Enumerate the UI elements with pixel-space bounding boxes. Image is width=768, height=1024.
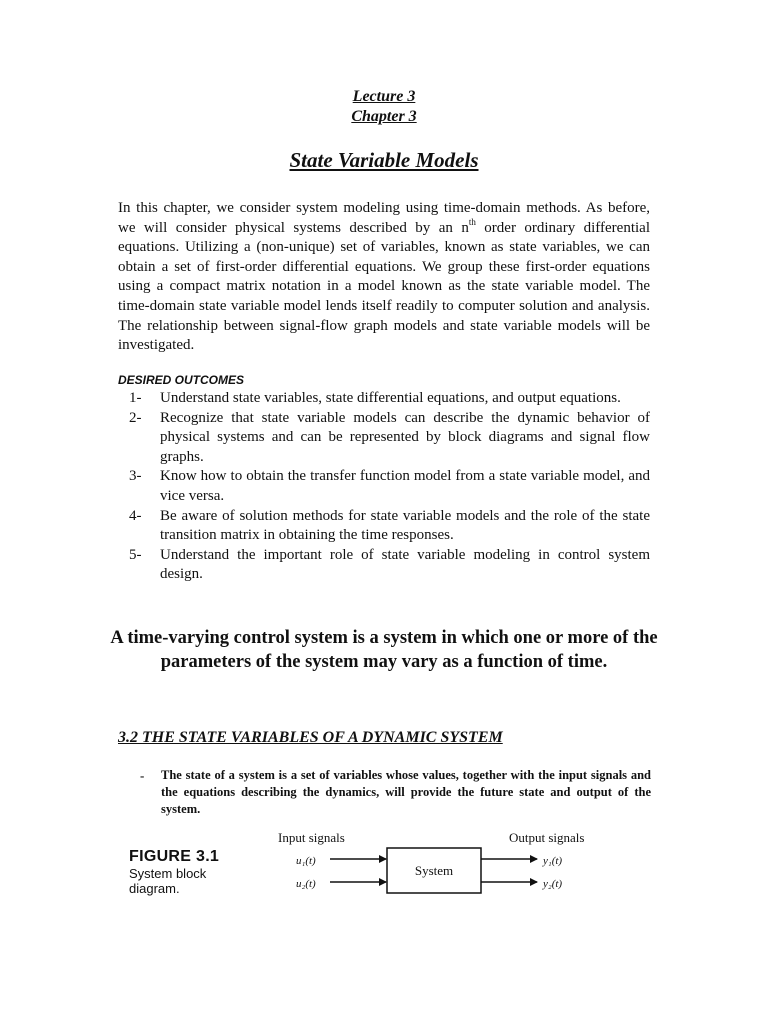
output-y1-label: y₁(t)	[543, 855, 563, 867]
output-y2-label: y₂(t)	[543, 878, 563, 890]
intro-superscript: th	[468, 216, 476, 227]
chapter-label: Chapter 3	[351, 108, 417, 125]
output-signals-label: Output signals	[509, 830, 585, 845]
list-item-number: 1-	[129, 390, 142, 406]
figure-caption-line1: System block	[129, 866, 207, 881]
input-u2-label: u₂(t)	[296, 878, 316, 890]
state-definition-text: The state of a system is a set of variables whose values, together with the input signals and the equations describing the dynamics, will provide the future state and output of the system.	[161, 768, 651, 816]
figure-caption-line2: diagram.	[129, 881, 180, 896]
system-block-label: System	[414, 863, 454, 878]
list-item-text: Understand the important role of state variable modeling in control system design.	[160, 546, 650, 583]
input-u1-label: u₁(t)	[296, 855, 316, 867]
figure-number: FIGURE 3.1	[129, 848, 220, 865]
intro-text-part1: In this chapter, we consider system modeling using time-domain methods. As before, we will consider physical systems described by an n	[118, 200, 650, 236]
list-item-text: Be aware of solution methods for state variable models and the role of the state transition matrix in obtaining the time responses.	[160, 507, 650, 544]
list-item-text: Recognize that state variable models can describe the dynamic behavior of physical systems and can be represented by block diagrams and signal flow graphs.	[160, 409, 650, 465]
list-item-number: 3-	[129, 468, 142, 485]
section-heading: 3.2 THE STATE VARIABLES OF A DYNAMIC SYSTEM	[118, 729, 503, 746]
list-item-text: Know how to obtain the transfer function model from a state variable model, and vice versa.	[160, 468, 650, 504]
list-item-text: Understand state variables, state differential equations, and output equations.	[160, 390, 621, 406]
list-item-number: 2-	[129, 409, 142, 426]
intro-text-part2: order ordinary differential equations. Utilizing a (non-unique) set of variables, known as state variables, we can obtain a set of first-order differential equations. We group these first-order equations using a compact matrix notation in a model known as the state variable model. The time-domain state variable model lends itself readily to computer solution and analysis. The relationship between signal-flow graph models and state variable models will be investigated.	[118, 219, 650, 354]
page-title: State Variable Models	[289, 148, 479, 172]
list-item-number: 4-	[129, 507, 142, 524]
bullet-marker: -	[140, 768, 145, 783]
list-item-number: 5-	[129, 546, 142, 563]
outcomes-heading: DESIRED OUTCOMES	[118, 373, 245, 387]
input-signals-label: Input signals	[278, 830, 345, 845]
lecture-label: Lecture 3	[352, 88, 416, 105]
definition-statement: A time-varying control system is a system in which one or more of the parameters of the system may vary as a function of time.	[110, 628, 658, 672]
